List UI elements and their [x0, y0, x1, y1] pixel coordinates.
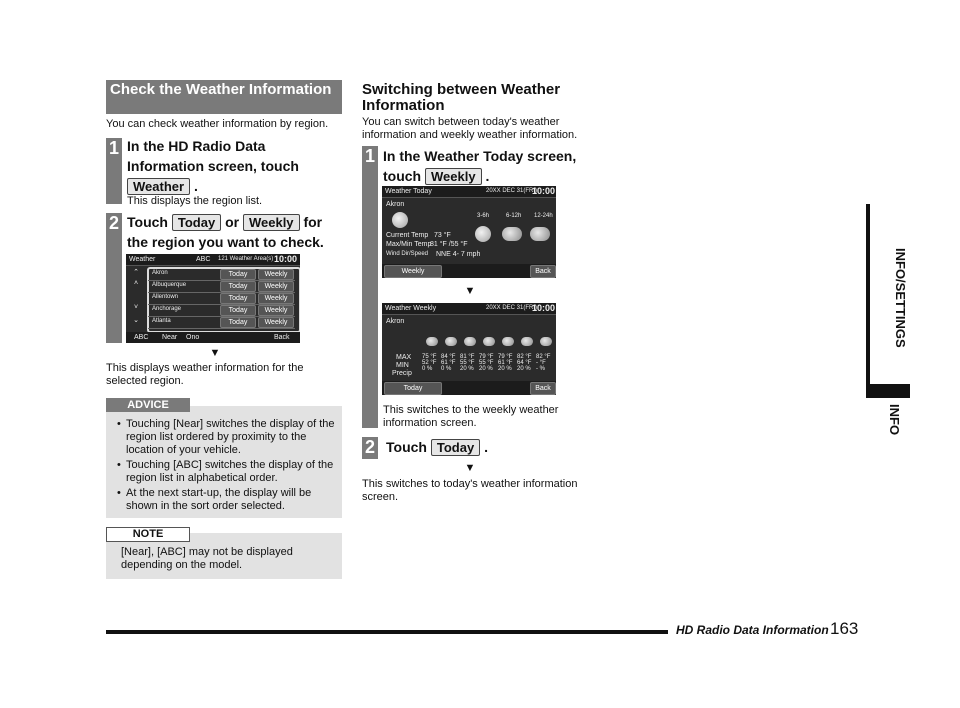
side-tab-marker	[866, 384, 910, 398]
step-1-heading	[127, 136, 342, 196]
weather-icon	[483, 337, 495, 346]
day-column	[441, 354, 460, 372]
maxmin-value: 81 °F /55 °F	[430, 241, 468, 248]
list-item	[148, 293, 295, 305]
weather-icon	[521, 337, 533, 346]
right-step-1-line1: In the Weather Today screen,	[383, 148, 577, 164]
clock: 10:00	[532, 303, 556, 313]
today-button: Today	[220, 293, 256, 304]
period-label: 6-12h	[506, 213, 522, 219]
note-label: NOTE	[106, 527, 190, 542]
screen-bottom-bar	[382, 381, 556, 395]
period-label: 12-24h	[534, 213, 553, 219]
advice-label: ADVICE	[106, 398, 190, 412]
list-item	[148, 305, 295, 317]
step-1-result: This switches to the weekly weather information screen.	[383, 404, 559, 429]
weather-today-screenshot	[382, 186, 556, 278]
day-max: 82 °F	[517, 354, 532, 360]
section-title-switching: Switching between Weather Information	[362, 81, 561, 114]
step-2-marker	[106, 213, 122, 343]
maxmin-label: Max/Min Temp	[386, 241, 432, 248]
current-temp-value: 73 °F	[434, 232, 451, 239]
day-precip: 20 %	[517, 366, 531, 372]
advice-item: • Touching [Near] switches the display of the region list ordered by proximity to the location of your vehicle.	[126, 418, 336, 457]
right-intro: You can switch between today's weather information and weekly weather information.	[362, 116, 578, 141]
today-button: Today	[220, 317, 256, 328]
region-name: Atlanta	[152, 318, 171, 324]
screen-bottom-bar	[126, 332, 300, 343]
step-2-prefix: Touch	[127, 214, 168, 230]
back-button: Back	[530, 265, 556, 278]
weather-icon	[426, 337, 438, 346]
weather-icon	[502, 337, 514, 346]
screen-title-bar	[382, 303, 556, 315]
near-button: Near	[162, 334, 178, 341]
screen-title: Weather	[129, 256, 156, 263]
region-name: Allentown	[152, 294, 179, 300]
screen-title: Weather Weekly	[385, 305, 437, 312]
step-number: 2	[108, 213, 119, 233]
step-2-line2: the region you want to check.	[127, 234, 324, 250]
scroll-down-icon: ˅	[133, 304, 139, 311]
region-list-screenshot	[126, 254, 300, 343]
weather-weekly-screenshot	[382, 303, 556, 395]
screen-title-bar	[382, 186, 556, 198]
scroll-up-icon: ˄	[133, 280, 139, 287]
today-button: Today	[384, 382, 442, 395]
day-min: - °F	[536, 360, 546, 366]
right-step-2-prefix: Touch	[386, 439, 427, 455]
weekly-button: Weekly	[384, 265, 442, 278]
day-min: 61 °F	[441, 360, 456, 366]
weekly-key: Weekly	[243, 214, 300, 231]
period-label: 3-6h	[477, 213, 490, 219]
min-row-label: MIN	[396, 362, 409, 369]
precip-row-label: Precip	[392, 370, 412, 377]
city-name: Akron	[386, 201, 405, 208]
day-precip: 20 %	[479, 366, 493, 372]
step-2-marker	[362, 437, 378, 459]
today-button: Today	[220, 281, 256, 292]
wind-value: NNE 4- 7 mph	[436, 251, 481, 258]
day-column	[422, 354, 441, 372]
screen-title: Weather Today	[385, 188, 432, 195]
weather-icon	[464, 337, 476, 346]
page-down-icon: ⌄	[133, 317, 139, 324]
region-name: Albuquerque	[152, 282, 187, 288]
today-key: Today	[172, 214, 221, 231]
day-column	[498, 354, 517, 372]
step-1-desc: This displays the region list.	[127, 195, 263, 207]
screen-title-bar	[126, 254, 300, 266]
day-column	[479, 354, 498, 372]
weather-icon	[540, 337, 552, 346]
day-precip: - %	[536, 366, 545, 372]
day-max: 75 °F	[422, 354, 437, 360]
wind-label: Wind Dir/Speed	[386, 251, 429, 257]
advice-item: • At the next start-up, the display will be shown in the sort order selected.	[126, 487, 336, 513]
step-2-result: This switches to today's weather information screen.	[362, 478, 578, 503]
cloud-icon	[502, 227, 522, 241]
right-step-2-trail: .	[484, 439, 488, 455]
day-max: 82 °F	[536, 354, 551, 360]
footer-title: HD Radio Data Information	[676, 623, 829, 637]
day-max: 79 °F	[498, 354, 513, 360]
day-min: 64 °F	[517, 360, 532, 366]
step-1-trail: .	[193, 178, 198, 194]
current-temp-label: Current Temp	[386, 232, 429, 239]
weekly-button: Weekly	[258, 293, 294, 304]
weekly-button: Weekly	[258, 281, 294, 292]
day-min: 52 °F	[422, 360, 437, 366]
weather-key: Weather	[127, 178, 190, 195]
right-step-1-heading	[383, 146, 598, 186]
back-button: Back	[530, 382, 556, 395]
today-key: Today	[431, 439, 480, 456]
footer-rule	[106, 630, 668, 634]
intro-text: You can check weather information by region.	[106, 118, 329, 130]
day-precip: 0 %	[422, 366, 433, 372]
day-precip: 0 %	[441, 366, 452, 372]
weather-icon	[445, 337, 457, 346]
date: 20XX DEC 31(FRI)	[486, 305, 538, 311]
down-arrow-icon: ▼	[209, 347, 221, 359]
back-button: Back	[274, 334, 290, 341]
advice-item: • Touching [ABC] switches the display of the region list in alphabetical order.	[126, 459, 336, 485]
max-row-label: MAX	[396, 354, 412, 361]
sun-icon	[475, 226, 491, 242]
right-step-1-prefix: touch	[383, 168, 422, 184]
advice-list	[114, 418, 336, 515]
step-2-result: This displays weather information for the selected region.	[106, 362, 304, 387]
day-max: 81 °F	[460, 354, 475, 360]
day-column	[460, 354, 479, 372]
abc-button: ABC	[134, 334, 149, 341]
step-1-line1: In the HD Radio Data	[127, 138, 266, 154]
weekly-button: Weekly	[258, 317, 294, 328]
region-name: Akron	[152, 270, 168, 276]
today-button: Today	[220, 305, 256, 316]
page-number: 163	[830, 619, 859, 638]
clock: 10:00	[274, 254, 298, 264]
day-min: 55 °F	[479, 360, 494, 366]
side-tab-left-rule	[866, 204, 870, 386]
side-tab-active	[866, 204, 910, 386]
down-arrow-icon: ▼	[464, 462, 476, 474]
step-number: 1	[364, 146, 375, 166]
side-tab-inactive-label: INFO	[887, 404, 902, 436]
region-name: Anchorage	[152, 306, 182, 312]
clock: 10:00	[532, 186, 556, 196]
weekly-key: Weekly	[425, 168, 482, 185]
right-step-2-heading	[386, 437, 601, 457]
screen-bottom-bar	[382, 264, 556, 278]
day-max: 79 °F	[479, 354, 494, 360]
step-1-line2: Information screen, touch	[127, 158, 299, 174]
step-number: 1	[108, 138, 119, 158]
day-precip: 20 %	[498, 366, 512, 372]
page-up-icon: ⌃	[133, 269, 139, 276]
step-1-marker	[362, 146, 378, 428]
list-item	[148, 269, 295, 281]
step-2-heading	[127, 212, 342, 252]
section-title-text: Check the Weather Information	[110, 81, 332, 98]
step-2-mid: or	[225, 214, 240, 230]
day-max: 84 °F	[441, 354, 456, 360]
list-item	[148, 317, 295, 329]
sun-icon	[392, 212, 408, 228]
scroll-controls	[129, 268, 143, 330]
step-2-suffix: for	[303, 214, 323, 230]
step-number: 2	[364, 437, 375, 457]
weekly-button: Weekly	[258, 269, 294, 280]
weekly-button: Weekly	[258, 305, 294, 316]
area-count: 121 Weather Area(s)	[218, 256, 274, 262]
side-tab-active-label: INFO/SETTINGS	[893, 248, 908, 348]
day-column	[536, 354, 555, 372]
today-button: Today	[220, 269, 256, 280]
list-item	[148, 281, 295, 293]
note-text: [Near], [ABC] may not be displayed depending on the model.	[121, 546, 293, 571]
city-name: Akron	[386, 318, 405, 325]
ono-button: Ono	[186, 334, 200, 341]
step-1-marker	[106, 138, 122, 204]
date: 20XX DEC 31(FRI)	[486, 188, 538, 194]
right-step-1-trail: .	[485, 168, 490, 184]
down-arrow-icon: ▼	[464, 285, 476, 297]
day-min: 61 °F	[498, 360, 513, 366]
day-column	[517, 354, 536, 372]
section-title-check-weather	[106, 80, 342, 114]
sort-mode: ABC	[196, 256, 211, 263]
cloud-icon	[530, 227, 550, 241]
day-precip: 20 %	[460, 366, 474, 372]
day-min: 55 °F	[460, 360, 475, 366]
